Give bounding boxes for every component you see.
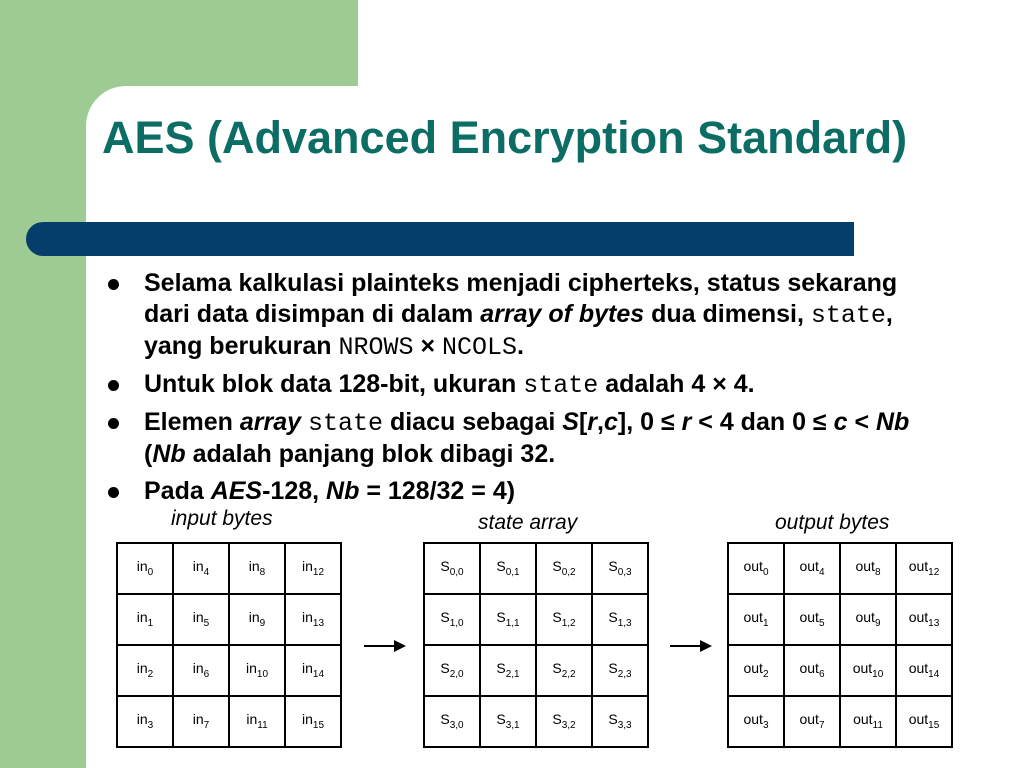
cell-base: out: [799, 609, 819, 626]
state-row: [424, 696, 648, 747]
state-cell: [480, 696, 536, 747]
cell-base: in: [136, 609, 148, 626]
state-cell: [480, 543, 536, 594]
cell-subscript: 10: [872, 668, 884, 680]
cell-base: S: [496, 660, 506, 677]
state-cell: [480, 645, 536, 696]
cell-base: S: [552, 660, 562, 677]
cell-subscript: 9: [874, 617, 881, 629]
input-cell: [117, 543, 173, 594]
bullet-list: [108, 268, 938, 513]
cell-base: out: [855, 609, 875, 626]
cell-subscript: 10: [256, 668, 269, 680]
cell-base: out: [853, 711, 873, 728]
cell-base: S: [608, 711, 618, 728]
cell-subscript: 14: [928, 668, 940, 680]
cell-base: out: [908, 711, 929, 728]
right-arrow-icon: [670, 638, 712, 654]
output-row: [728, 594, 952, 645]
output-cell: [784, 645, 840, 696]
cell-subscript: 13: [928, 617, 940, 629]
cell-subscript: 0: [762, 566, 769, 578]
cell-subscript: 8: [259, 566, 266, 578]
output-row: [728, 696, 952, 747]
cell-subscript: 15: [928, 719, 940, 731]
cell-subscript: 5: [203, 617, 210, 629]
cell-subscript: 1: [147, 617, 154, 629]
cell-subscript: 9: [259, 617, 266, 629]
cell-base: S: [552, 711, 562, 728]
cell-base: out: [852, 660, 873, 677]
bullet-dot-icon: [108, 380, 119, 391]
cell-subscript: 7: [818, 719, 825, 731]
cell-base: in: [136, 711, 148, 728]
cell-subscript: 11: [872, 719, 883, 731]
cell-subscript: 2,2: [561, 668, 576, 680]
slide-title: AES (Advanced Encryption Standard): [102, 112, 908, 163]
cell-subscript: 7: [203, 719, 210, 731]
bullet-item: Elemen array state diacu sebagai S[r,c], 0 ≤ r < 4 dan 0 ≤ c < Nb (Nb adalah panjang blok dibagi 32.: [108, 407, 938, 470]
input-bytes-caption: input bytes: [171, 507, 273, 530]
output-bytes-caption: output bytes: [775, 511, 890, 534]
state-row: [424, 543, 648, 594]
cell-base: out: [799, 711, 819, 728]
cell-base: in: [301, 609, 313, 626]
input-cell: [285, 594, 341, 645]
cell-subscript: 8: [874, 566, 881, 578]
cell-subscript: 0,1: [505, 566, 520, 578]
cell-base: out: [908, 558, 929, 575]
output-cell: [840, 645, 896, 696]
input-row: [117, 645, 341, 696]
cell-subscript: 12: [312, 566, 325, 578]
cell-base: S: [440, 558, 450, 575]
cell-base: in: [192, 558, 204, 575]
bullet-dot-icon: [108, 279, 119, 290]
cell-base: S: [440, 660, 450, 677]
cell-base: out: [743, 660, 763, 677]
input-cell: [173, 645, 229, 696]
bullet-dot-icon: [108, 487, 119, 498]
cell-base: in: [248, 609, 260, 626]
cell-base: out: [908, 609, 929, 626]
output-cell: [728, 696, 784, 747]
state-cell: [592, 594, 648, 645]
cell-base: in: [245, 660, 257, 677]
cell-subscript: 3,0: [449, 719, 464, 731]
input-cell: [117, 696, 173, 747]
input-cell: [117, 645, 173, 696]
output-cell: [840, 696, 896, 747]
cell-base: in: [301, 660, 313, 677]
cell-subscript: 3,2: [561, 719, 576, 731]
cell-subscript: 2,3: [617, 668, 632, 680]
cell-base: S: [552, 558, 562, 575]
cell-base: S: [496, 711, 506, 728]
cell-subscript: 0,0: [449, 566, 464, 578]
code-ncols: NCOLS: [442, 333, 518, 362]
cell-base: in: [246, 711, 258, 728]
title-underline-bar: [26, 222, 854, 256]
cell-subscript: 1,2: [561, 617, 576, 629]
input-cell: [229, 696, 285, 747]
cell-base: in: [192, 660, 204, 677]
cell-subscript: 0,3: [617, 566, 632, 578]
cell-base: in: [248, 558, 260, 575]
state-cell: [424, 696, 480, 747]
cell-subscript: 12: [928, 566, 940, 578]
state-array-caption: state array: [478, 511, 578, 534]
state-cell: [592, 696, 648, 747]
output-cell: [896, 645, 952, 696]
cell-subscript: 14: [312, 668, 325, 680]
cell-subscript: 2: [147, 668, 154, 680]
cell-subscript: 11: [257, 719, 268, 731]
cell-base: in: [301, 558, 313, 575]
input-cell: [173, 594, 229, 645]
cell-subscript: 3: [762, 719, 769, 731]
state-cell: [536, 543, 592, 594]
output-cell: [784, 696, 840, 747]
cell-subscript: 15: [312, 719, 325, 731]
bullet-item: Pada AES-128, Nb = 128/32 = 4): [108, 476, 938, 507]
cell-subscript: 13: [312, 617, 325, 629]
cell-base: in: [192, 711, 204, 728]
state-array-grid: [423, 542, 649, 748]
cell-base: out: [743, 558, 763, 575]
state-cell: [536, 594, 592, 645]
cell-subscript: 1,1: [505, 617, 520, 629]
output-row: [728, 645, 952, 696]
input-cell: [229, 543, 285, 594]
cell-base: S: [552, 609, 562, 626]
input-cell: [229, 594, 285, 645]
cell-subscript: 2,1: [505, 668, 520, 680]
output-cell: [784, 594, 840, 645]
input-cell: [117, 594, 173, 645]
cell-base: S: [496, 558, 506, 575]
input-row: [117, 696, 341, 747]
cell-base: out: [908, 660, 929, 677]
right-arrow-icon: [364, 638, 406, 654]
bullet-item: Untuk blok data 128-bit, ukuran state adalah 4 × 4.: [108, 369, 938, 401]
bullet-item: Selama kalkulasi plainteks menjadi cipherteks, status sekarang dari data disimpan di dalam array of bytes dua dimensi, state, yang berukuran NROWS × NCOLS.: [108, 268, 938, 363]
output-cell: [728, 543, 784, 594]
output-cell: [896, 594, 952, 645]
output-cell: [840, 594, 896, 645]
code-state: state: [523, 371, 599, 400]
cell-subscript: 6: [203, 668, 210, 680]
cell-base: S: [440, 711, 450, 728]
input-cell: [229, 645, 285, 696]
cell-base: in: [192, 609, 204, 626]
code-state: state: [308, 409, 384, 438]
output-cell: [784, 543, 840, 594]
input-cell: [285, 645, 341, 696]
cell-subscript: 3,1: [505, 719, 520, 731]
cell-subscript: 5: [818, 617, 825, 629]
input-cell: [173, 543, 229, 594]
cell-subscript: 2,0: [449, 668, 464, 680]
cell-subscript: 4: [203, 566, 210, 578]
state-cell: [536, 696, 592, 747]
output-bytes-grid: [727, 542, 953, 748]
cell-base: in: [136, 558, 148, 575]
cell-subscript: 1: [762, 617, 769, 629]
cell-subscript: 3: [147, 719, 154, 731]
state-cell: [424, 594, 480, 645]
cell-subscript: 6: [818, 668, 825, 680]
bullet-dot-icon: [108, 418, 119, 429]
input-row: [117, 594, 341, 645]
cell-base: in: [136, 660, 148, 677]
input-cell: [285, 696, 341, 747]
cell-base: out: [743, 609, 763, 626]
cell-base: S: [608, 660, 618, 677]
input-cell: [173, 696, 229, 747]
cell-base: out: [743, 711, 763, 728]
state-cell: [480, 594, 536, 645]
cell-base: out: [855, 558, 875, 575]
cell-base: S: [440, 609, 450, 626]
output-cell: [896, 543, 952, 594]
output-cell: [896, 696, 952, 747]
state-cell: [592, 645, 648, 696]
cell-subscript: 3,3: [617, 719, 632, 731]
state-row: [424, 645, 648, 696]
cell-subscript: 1,0: [449, 617, 464, 629]
code-state: state: [810, 301, 886, 330]
cell-base: S: [608, 609, 618, 626]
cell-base: in: [301, 711, 313, 728]
cell-base: out: [799, 558, 819, 575]
state-cell: [424, 645, 480, 696]
cell-base: out: [799, 660, 819, 677]
state-cell: [536, 645, 592, 696]
state-cell: [592, 543, 648, 594]
input-cell: [285, 543, 341, 594]
code-nrows: NROWS: [338, 333, 414, 362]
state-cell: [424, 543, 480, 594]
cell-base: S: [608, 558, 618, 575]
state-row: [424, 594, 648, 645]
cell-subscript: 0: [147, 566, 154, 578]
output-cell: [728, 645, 784, 696]
output-cell: [840, 543, 896, 594]
cell-subscript: 0,2: [561, 566, 576, 578]
input-row: [117, 543, 341, 594]
input-bytes-grid: [116, 542, 342, 748]
output-cell: [728, 594, 784, 645]
cell-base: S: [496, 609, 506, 626]
output-row: [728, 543, 952, 594]
cell-subscript: 2: [762, 668, 769, 680]
cell-subscript: 1,3: [617, 617, 632, 629]
cell-subscript: 4: [818, 566, 825, 578]
